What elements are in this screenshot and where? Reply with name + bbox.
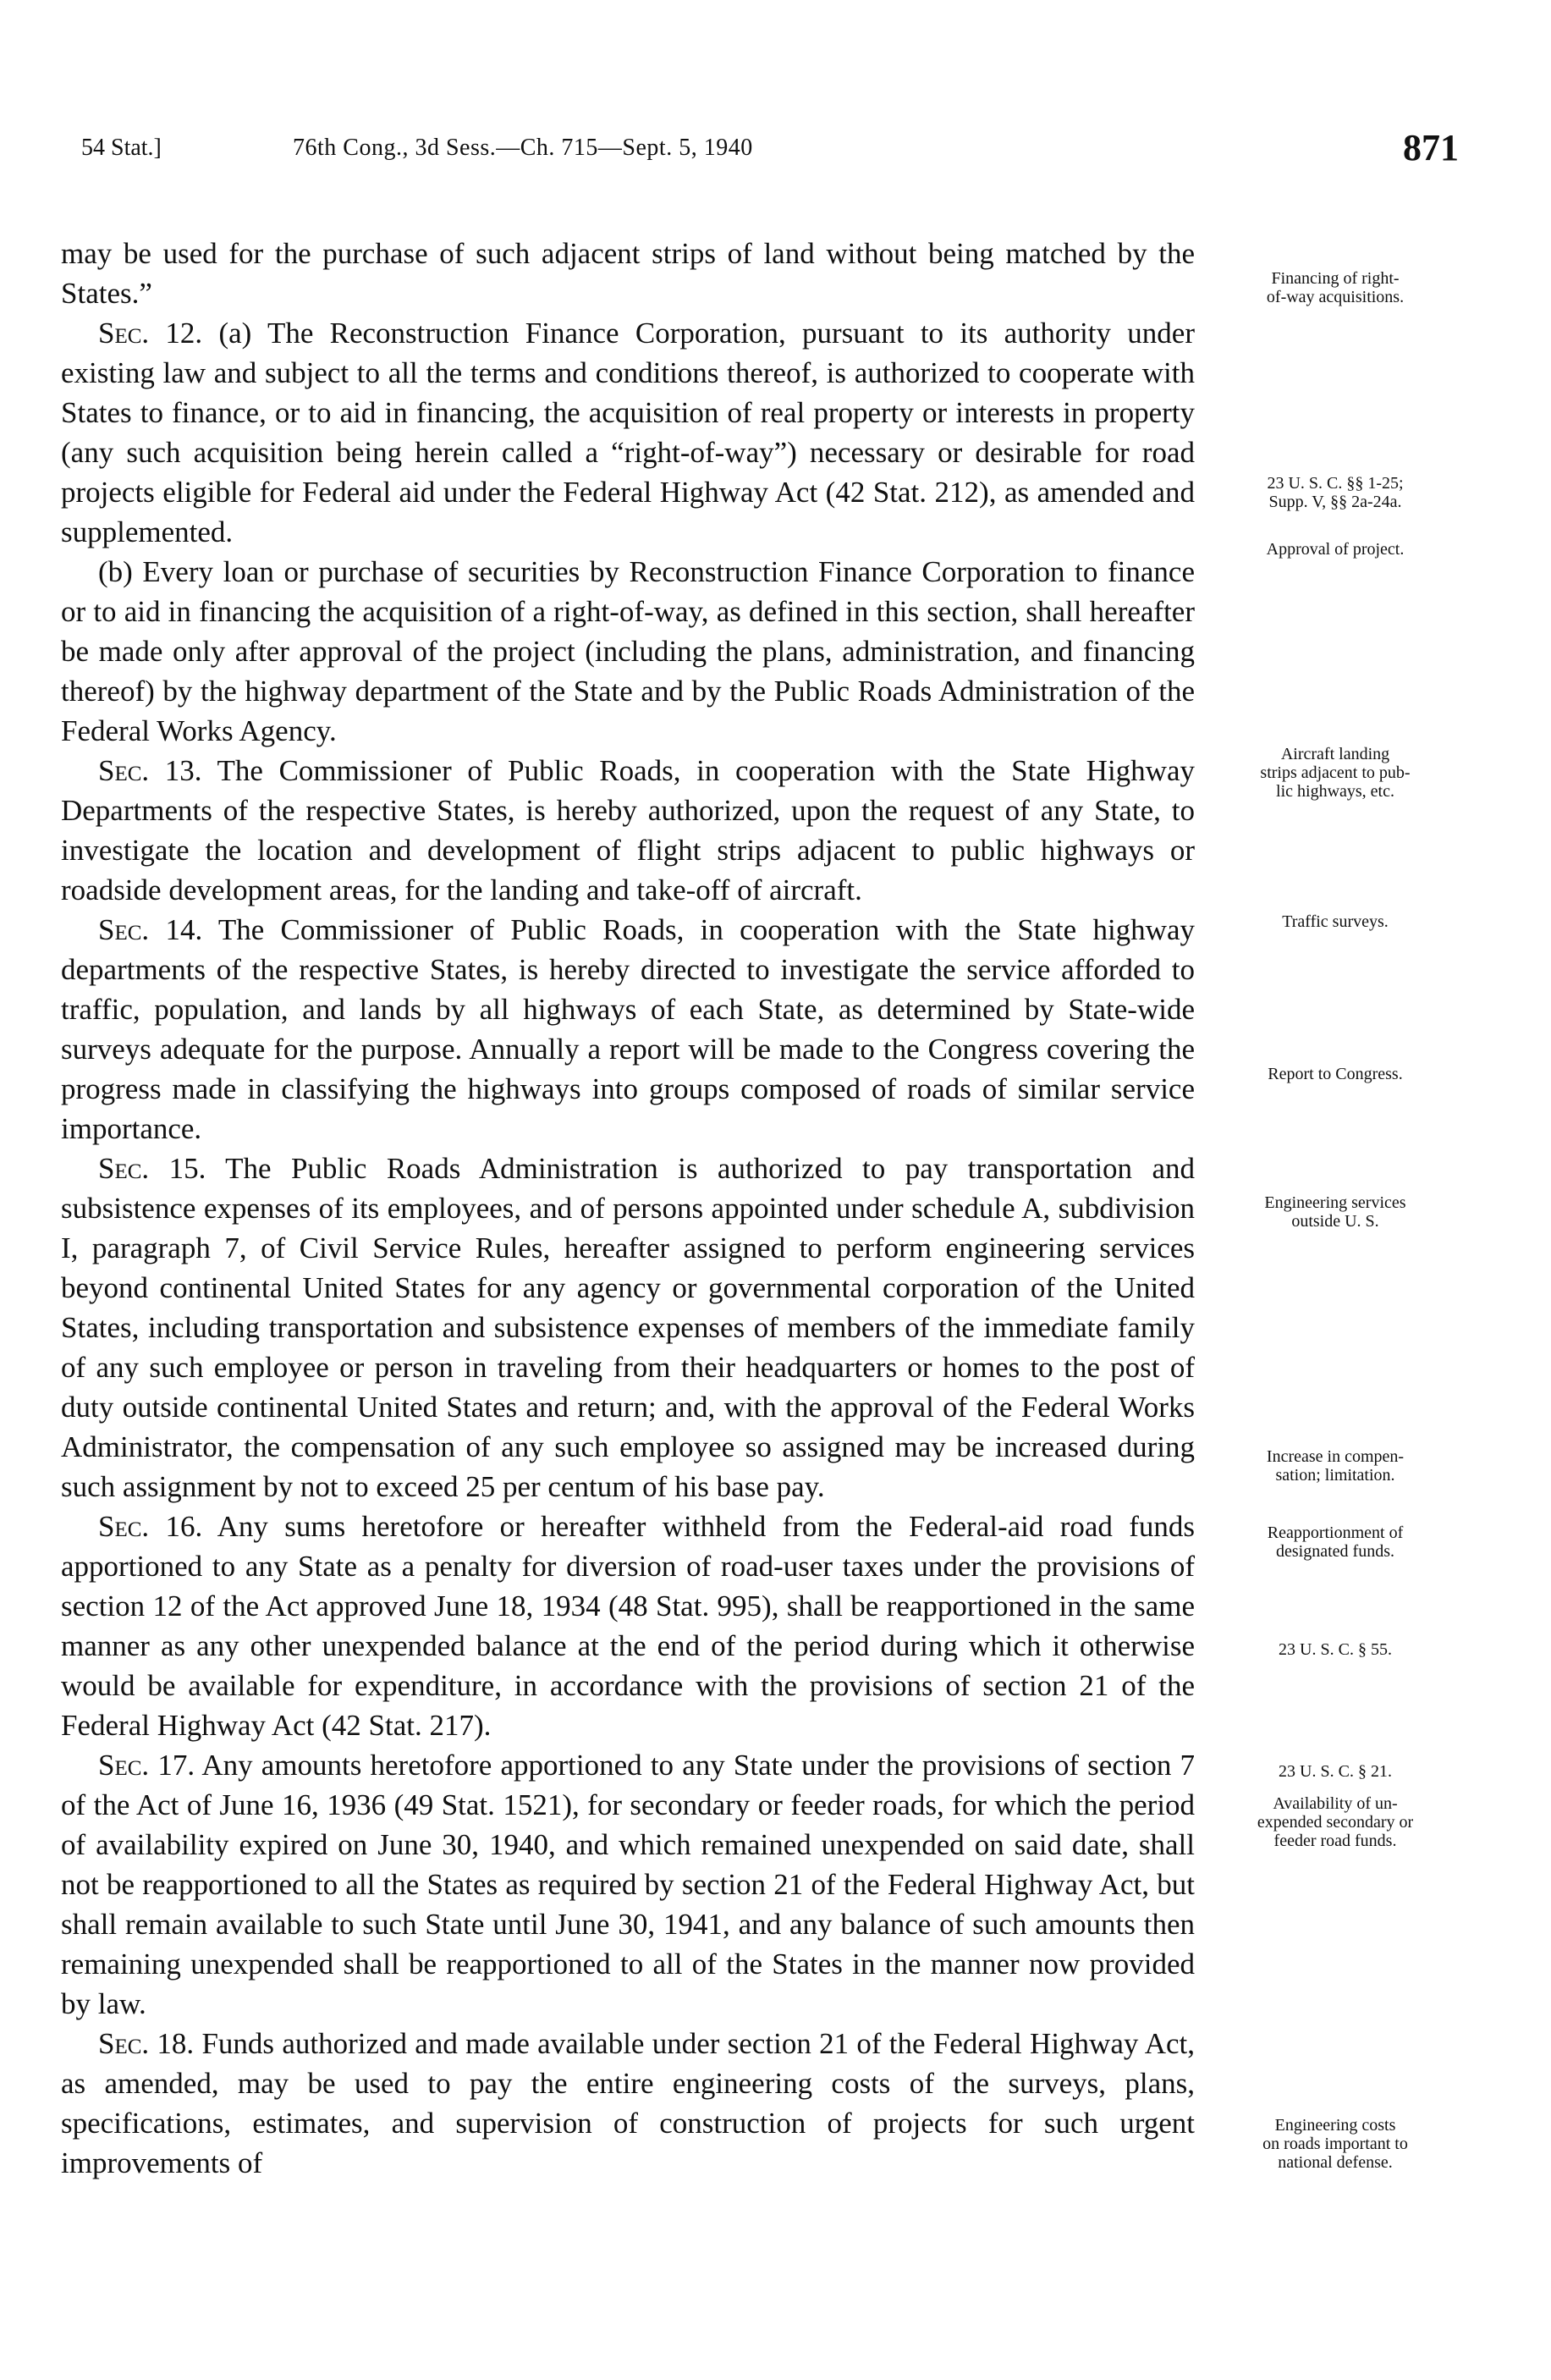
section-17-paragraph: Sec. 17. Any amounts heretofore apportioned to any State under the provisions of section 7 of the Act of June 16, 1936 (49 Stat. 1521), for secondary or feeder roads, for which the period of availability expired on June 30, 1940, and which remained unexpended on said date, shall not be reapportioned to all the States as required by section 21 of the Federal Highway Act, but shall remain available to such State until June 30, 1941, and any balance of such amounts then remaining unexpended shall be reapportioned to all of the States in the manner now provided by law. <box>61 1749 1195 2020</box>
paragraph-continuation: may be used for the purchase of such adjacent strips of land without being matched by the States.” <box>61 237 1195 310</box>
section-18-paragraph: Sec. 18. Funds authorized and made available under section 21 of the Federal Highway Act, as amended, may be used to pay the entire engineering costs of the surveys, plans, specifications, estimates, and supervision of construction of projects for such urgent improvements of <box>61 2027 1195 2179</box>
section-number: Sec. 18. <box>98 2027 195 2060</box>
section-15-paragraph: Sec. 15. The Public Roads Administration is authorized to pay transportation and subsistence expenses of its employees, and of persons appointed under schedule A, subdivision I, paragraph 7, of Civil Service Rules, hereafter assigned to perform engineering services beyond continental United States for any agency or governmental corporation of the United States, including transportation and subsistence expenses of members of the immediate family of any such employee or person in traveling from their headquarters or homes to the post of duty outside continental United States and return; and, with the approval of the Federal Works Administrator, the compensation of any such employee so assigned may be increased during such assignment by not to exceed 25 per centum of his base pay. <box>61 1152 1195 1503</box>
section-12-paragraph: Sec. 12. (a) The Reconstruction Finance Corporation, pursuant to its authority under existing law and subject to all the terms and conditions thereof, is authorized to cooperate with States to finance, or to aid in financing, the acquisition of real property or interests in property (any such acquisition being herein called a “right-of-way”) necessary or desirable for road projects eligible for Federal aid under the Federal Highway Act (42 Stat. 212), as amended and supplemented. <box>61 317 1195 548</box>
margin-note-defense: Engineering costs on roads important to national defense. <box>1262 2116 1408 2172</box>
margin-note-citation-55: 23 U. S. C. § 55. <box>1279 1640 1392 1659</box>
section-number: Sec. 13. <box>98 754 202 787</box>
margin-note-citation: 23 U. S. C. §§ 1-25; Supp. V, §§ 2a-24a. <box>1267 474 1404 511</box>
page-number: 871 <box>1403 127 1459 168</box>
margin-note-availability: Availability of un- expended secondary or feeder road funds. <box>1257 1794 1414 1850</box>
margin-note-engineering: Engineering services outside U. S. <box>1264 1193 1406 1231</box>
margin-note-reapportionment: Reapportionment of designated funds. <box>1267 1523 1404 1561</box>
statute-text <box>61 234 1195 2183</box>
margin-note-aircraft: Aircraft landing strips adjacent to pub- lic highways, etc. <box>1260 745 1411 801</box>
margin-note-approval: Approval of project. <box>1266 540 1405 559</box>
margin-note-financing: Financing of right- of-way acquisitions. <box>1266 269 1405 306</box>
section-number: Sec. 12. <box>98 317 203 350</box>
session-line: 76th Cong., 3d Sess.—Ch. 715—Sept. 5, 1940 <box>293 135 753 161</box>
statute-reference: 54 Stat.] <box>81 135 162 161</box>
section-12-b-paragraph: (b) Every loan or purchase of securities by Reconstruction Finance Corporation to finance or to aid in financing the acquisition of a right-of-way, as defined in this section, shall hereafter be made only after approval of the project (including the plans, administration, and financing thereof) by the highway department of the State and by the Public Roads Administration of the Federal Works Agency. <box>61 555 1195 747</box>
margin-note-report: Report to Congress. <box>1268 1065 1403 1083</box>
section-number: Sec. 15. <box>98 1152 206 1185</box>
section-13-paragraph: Sec. 13. The Commissioner of Public Roads, in cooperation with the State Highway Departments of the respective States, is hereby authorized, upon the request of any State, to investigate the location and development of flight strips adjacent to public highways or roadside development areas, for the landing and take-off of aircraft. <box>61 754 1195 906</box>
running-header <box>81 127 1459 169</box>
section-number: Sec. 17. <box>98 1749 195 1782</box>
margin-note-citation-21: 23 U. S. C. § 21. <box>1279 1762 1392 1781</box>
section-14-paragraph: Sec. 14. The Commissioner of Public Roads, in cooperation with the State highway departments of the respective States, is hereby directed to investigate the service afforded to traffic, population, and lands by all highways of each State, as determined by State-wide surveys adequate for the purpose. Annually a report will be made to the Congress covering the progress made in classifying the highways into groups composed of roads of similar service importance. <box>61 913 1195 1145</box>
section-number: Sec. 14. <box>98 913 203 946</box>
margin-note-traffic: Traffic surveys. <box>1282 912 1389 931</box>
section-number: Sec. 16. <box>98 1510 203 1543</box>
margin-note-compensation: Increase in compen- sation; limitation. <box>1266 1447 1405 1485</box>
section-16-paragraph: Sec. 16. Any sums heretofore or hereafter withheld from the Federal-aid road funds apportioned to any State as a penalty for diversion of road-user taxes under the provisions of section 12 of the Act approved June 18, 1934 (48 Stat. 995), shall be reapportioned in the same manner as any other unexpended balance at the end of the period during which it otherwise would be available for expenditure, in accordance with the provisions of section 21 of the Federal Highway Act (42 Stat. 217). <box>61 1510 1195 1742</box>
